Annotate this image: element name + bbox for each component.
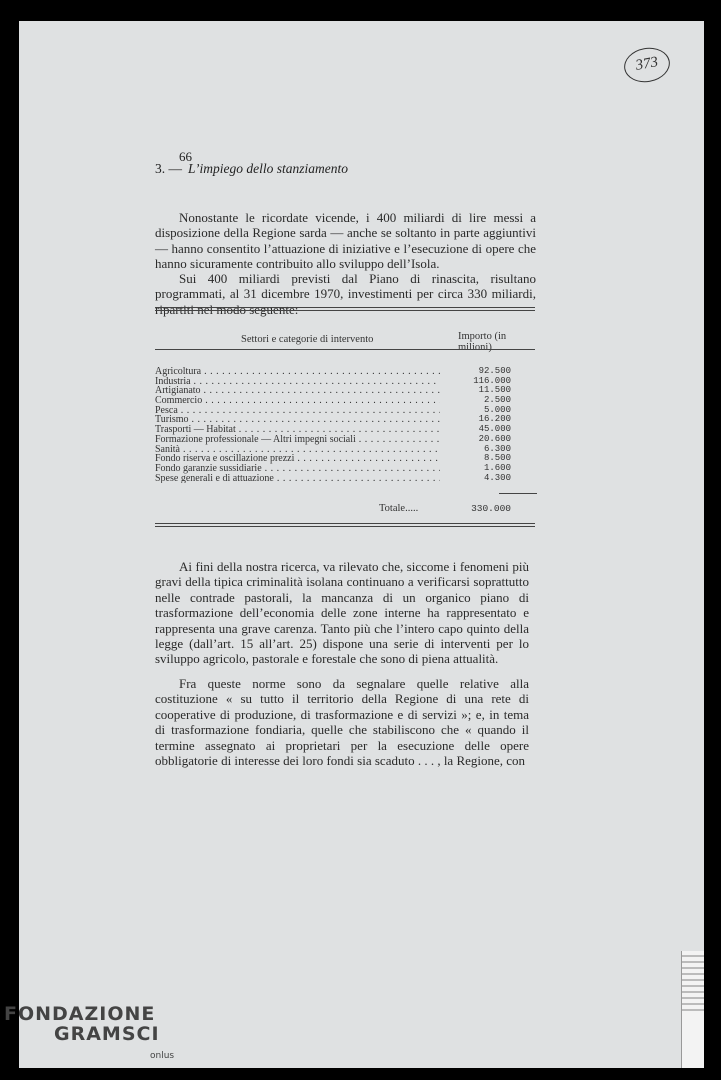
- document-page: [19, 21, 704, 1068]
- table-bottom-rule: [155, 523, 535, 524]
- intro-paragraph-1: Nonostante le ricordate vicende, i 400 miliardi di lire messi a disposizione della Regione sarda — anche se soltanto in parte aggiuntivi — hanno consentito l’attuazione di iniziative e l’esecuzione di opere che hanno sicuramente contribuito allo sviluppo dell’Isola.: [155, 210, 536, 272]
- table-row: Sanità . . . 6.300: [155, 445, 535, 455]
- table-row: Turismo . . . 16.200: [155, 415, 535, 425]
- table-row: Agricoltura . . . 92.500: [155, 367, 535, 377]
- table-bottom-rule-2: [155, 526, 535, 527]
- section-number: 3. —: [155, 161, 182, 176]
- section-title: L’impiego dello stanziamento: [188, 161, 348, 176]
- body-paragraph-1: Ai fini della nostra ricerca, va rilevato che, siccome i fenomeni più gravi della tipica criminalità isolana continuano a verificarsi soprattutto nelle contrade pastorali, la mancanza di un organico piano di trasformazione dell’economia delle zone interne ha rappresentato e rappresenta una grave carenza. Tanto più che l’intero capo quinto della legge (dall’art. 15 all’art. 25) dispone una serie di interventi per lo sviluppo agricolo, pastorale e forestale che sono di piena attualità.: [155, 559, 529, 667]
- table-row: Industria . . . 116.000: [155, 377, 535, 387]
- table-top-rule: [155, 307, 535, 308]
- table-row: Trasporti — Habitat . . . 45.000: [155, 425, 535, 435]
- table-row: Pesca . . . 5.000: [155, 406, 535, 416]
- column-header-amount: Importo (in milioni): [458, 331, 507, 353]
- page-number: 66: [179, 149, 192, 164]
- intro-paragraph-2: Sui 400 miliardi previsti dal Piano di rinascita, risultano programmati, al 31 dicembre 1970, investimenti per circa 330 miliardi, ripartiti nel modo seguente:: [155, 271, 536, 317]
- total-label: Totale.....: [379, 503, 419, 514]
- table-row: Formazione professionale — Altri impegni sociali . . . 20.600: [155, 435, 535, 445]
- table-row: Fondo riserva e oscillazione prezzi . . . 8.500: [155, 454, 535, 464]
- body-paragraph-2: Fra queste norme sono da segnalare quelle relative alla costituzione « su tutto il territorio della Regione di una rete di cooperative di produzione, di trasformazione e di servizi »; e, in tema di trasformazione fondiaria, quelle che stabiliscono che « quando il termine assegnato ai proprietari per la esecuzione delle opere obbligatorie di interesse dei loro fondi sia scaduto . . . , la Regione, con: [155, 676, 529, 769]
- page-edge-strip: [681, 951, 704, 1068]
- fondazione-gramsci-watermark: FONDAZIONE GRAMSCI onlus: [4, 1003, 175, 1061]
- total-value: 330.000: [471, 503, 511, 514]
- section-heading: [155, 161, 348, 177]
- table-row: Commercio . . . 2.500: [155, 396, 535, 406]
- archive-stamp: 373: [621, 44, 672, 85]
- table-body: [155, 350, 535, 483]
- table-row: Spese generali e di attuazione . . . 4.300: [155, 474, 535, 484]
- table-row: Fondo garanzie sussidiarie . . . 1.600: [155, 464, 535, 474]
- total-rule: [499, 493, 537, 494]
- table-row: Artigianato . . . 11.500: [155, 386, 535, 396]
- column-header-sector: Settori e categorie di intervento: [241, 334, 374, 345]
- table-top-rule-2: [155, 310, 535, 311]
